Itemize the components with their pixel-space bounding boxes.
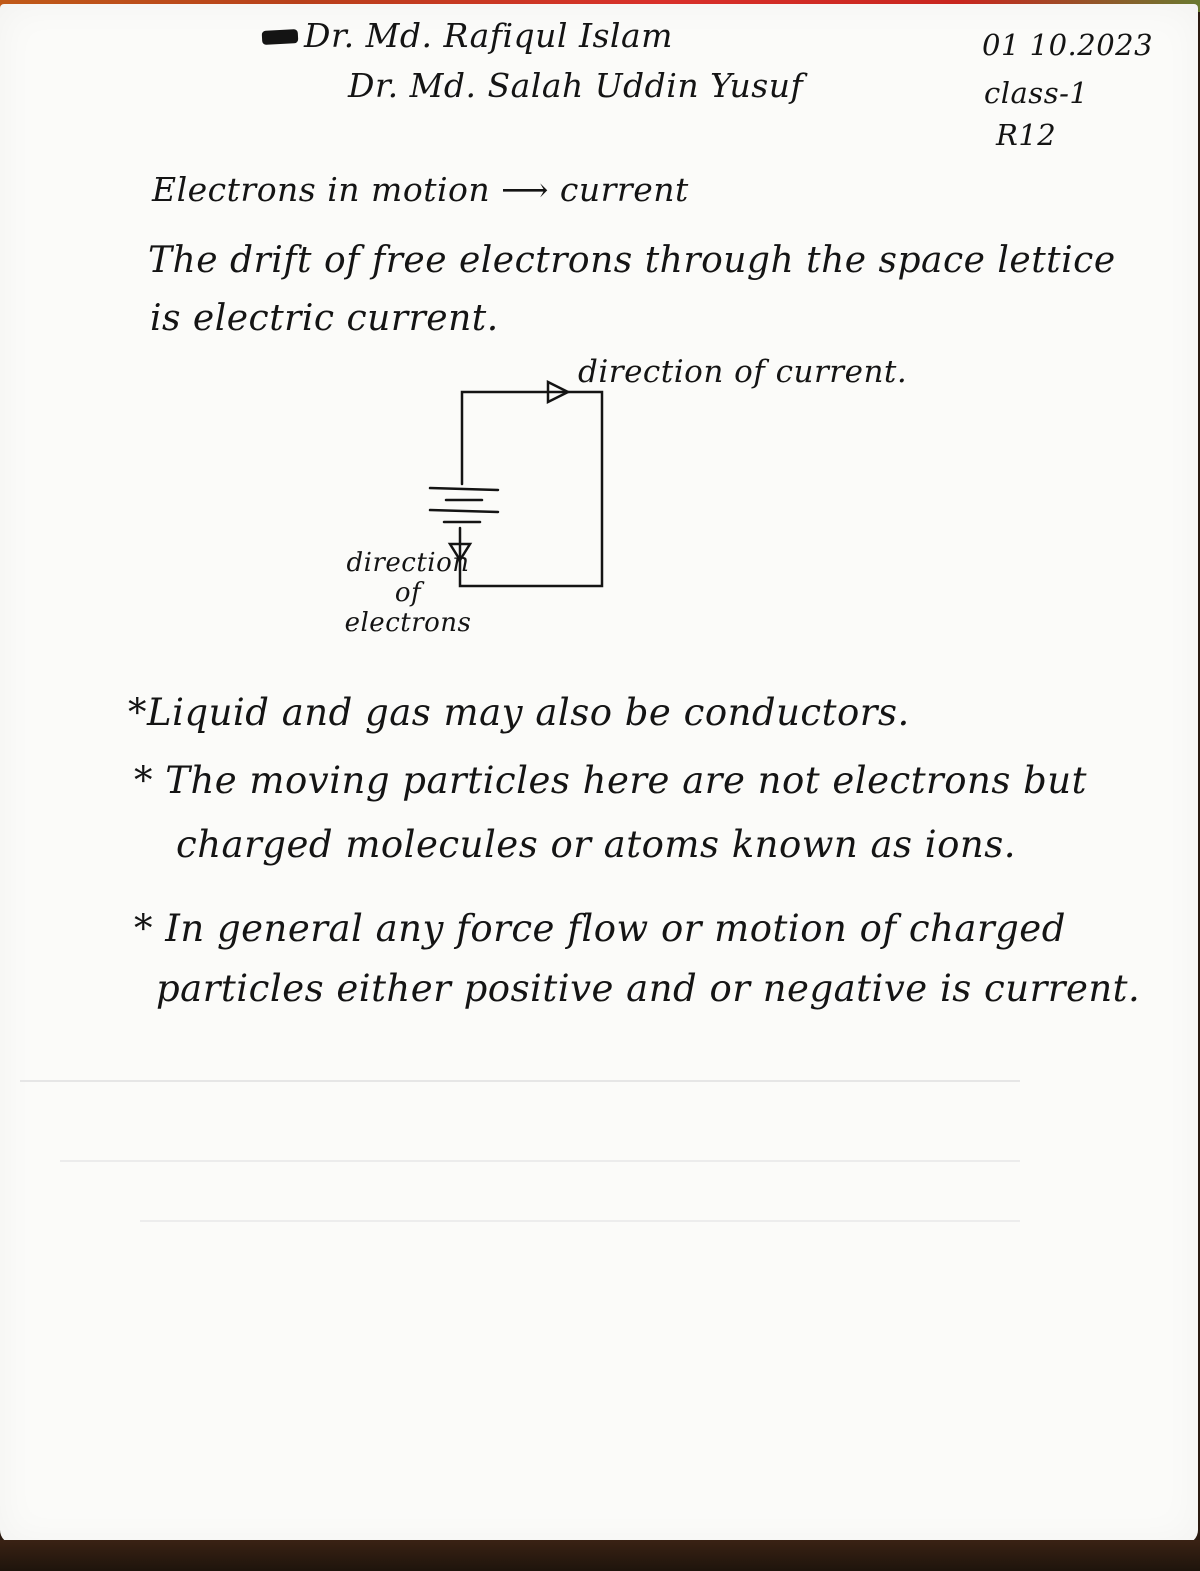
definition-line-2: is electric current. bbox=[150, 298, 499, 339]
note-liquid-gas: *Liquid and gas may also be conductors. bbox=[128, 691, 910, 734]
room-label: R12 bbox=[996, 118, 1057, 152]
bleed-through-mark bbox=[60, 1160, 1020, 1162]
definition-line-1: The drift of free electrons through the space lettice bbox=[148, 240, 1116, 281]
battery-plate-long bbox=[430, 488, 498, 490]
instructor-name-1: Dr. Md. Rafiqul Islam bbox=[304, 16, 673, 55]
battery-plate-long-2 bbox=[430, 510, 498, 512]
date: 01 10.2023 bbox=[982, 28, 1154, 62]
note-general-line-2: particles either positive and or negative is current. bbox=[156, 967, 1141, 1010]
note-moving-particles-line-1: * The moving particles here are not electrons but bbox=[134, 759, 1087, 802]
bleed-through-mark bbox=[140, 1220, 1020, 1222]
note-moving-particles-line-2: charged molecules or atoms known as ions. bbox=[176, 823, 1016, 866]
scribble-mark bbox=[262, 29, 299, 45]
label-direction-of-current: direction of current. bbox=[578, 354, 908, 390]
topic-heading: Electrons in motion ⟶ current bbox=[152, 170, 689, 209]
class-label: class-1 bbox=[984, 76, 1089, 110]
instructor-name-2: Dr. Md. Salah Uddin Yusuf bbox=[348, 66, 804, 105]
bleed-through-mark bbox=[20, 1080, 1020, 1082]
note-general-line-1: * In general any force flow or motion of charged bbox=[134, 907, 1066, 950]
label-direction-of-electrons: direction of electrons bbox=[344, 548, 472, 638]
page-bottom-edge bbox=[0, 1540, 1200, 1571]
